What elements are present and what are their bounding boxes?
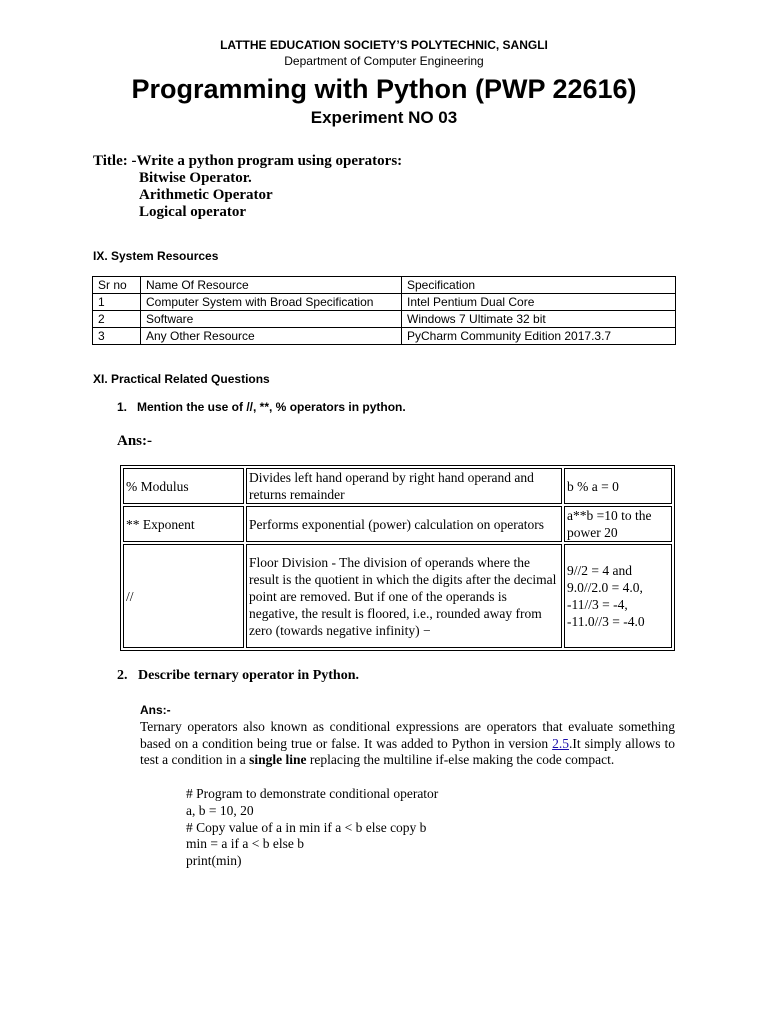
title-block <box>93 153 402 221</box>
description-cell: Floor Division - The division of operands where the result is the quotient in which the digits after the decimal point are removed. But if one of the operands is negative, the result is floored, i.e., rounded away from zero (towards negative infinity) − <box>246 544 562 648</box>
table-cell: 3 <box>93 328 141 345</box>
code-line: print(min) <box>186 853 242 869</box>
example-cell: a**b =10 to the power 20 <box>564 506 672 542</box>
table-row <box>93 328 676 345</box>
code-example <box>186 786 438 870</box>
ternary-description <box>140 719 675 769</box>
operator-cell: // <box>123 544 244 648</box>
column-header: Name Of Resource <box>141 277 402 294</box>
table-cell: Software <box>141 311 402 328</box>
column-header: Sr no <box>93 277 141 294</box>
practical-questions-heading: XI. Practical Related Questions <box>93 372 270 386</box>
column-header: Specification <box>402 277 676 294</box>
code-line: # Program to demonstrate conditional operator <box>186 786 439 801</box>
course-title: Programming with Python (PWP 22616) <box>131 74 637 104</box>
question-1: 1. Mention the use of //, **, % operators in python. <box>117 400 406 414</box>
ternary-text: replacing the multiline if-else making the code compact. <box>306 752 615 767</box>
table-cell: Windows 7 Ultimate 32 bit <box>402 311 676 328</box>
title-item: Bitwise Operator. <box>139 170 252 186</box>
answer-2-label: Ans:- <box>140 703 171 717</box>
code-line: # Copy value of a in min if a < b else copy b <box>186 819 427 835</box>
description-cell: Performs exponential (power) calculation on operators <box>246 506 562 542</box>
ternary-text: .It simply allows to test a condition in a <box>140 735 675 767</box>
table-row <box>93 311 676 328</box>
table-cell: PyCharm Community Edition 2017.3.7 <box>402 328 676 345</box>
ternary-bold-text: single line <box>249 752 307 767</box>
version-link[interactable]: 2.5 <box>552 735 569 751</box>
title-label: Title: -Write a python program using operators: <box>93 153 403 169</box>
code-line: min = a if a < b else b <box>186 836 304 852</box>
resources-table <box>92 276 676 345</box>
answer-1-label: Ans:- <box>117 433 153 449</box>
table-row <box>93 294 676 311</box>
table-cell: Any Other Resource <box>141 328 402 345</box>
table-cell: 2 <box>93 311 141 328</box>
table-cell: Intel Pentium Dual Core <box>402 294 676 311</box>
description-cell: Divides left hand operand by right hand operand and returns remainder <box>246 468 562 504</box>
example-cell: 9//2 = 4 and 9.0//2.0 = 4.0, -11//3 = -4, -11.0//3 = -4.0 <box>564 544 672 648</box>
system-resources-heading: IX. System Resources <box>93 249 219 263</box>
operator-cell: % Modulus <box>123 468 244 504</box>
table-row <box>123 544 672 648</box>
experiment-number: Experiment NO 03 <box>310 108 458 127</box>
title-item: Arithmetic Operator <box>139 187 273 203</box>
table-header-row <box>93 277 676 294</box>
operator-cell: ** Exponent <box>123 506 244 542</box>
code-line: a, b = 10, 20 <box>186 802 254 818</box>
table-cell: Computer System with Broad Specification <box>141 294 402 311</box>
institution-name: LATTHE EDUCATION SOCIETY’S POLYTECHNIC, SANGLI <box>220 38 548 52</box>
question-2: 2. Describe ternary operator in Python. <box>117 668 359 683</box>
example-cell: b % a = 0 <box>564 468 672 504</box>
table-row <box>123 468 672 504</box>
operators-table <box>120 465 675 651</box>
table-row <box>123 506 672 542</box>
table-cell: 1 <box>93 294 141 311</box>
title-item: Logical operator <box>139 204 247 220</box>
department-name: Department of Computer Engineering <box>284 54 484 68</box>
ternary-text: Ternary operators also known as conditional expressions are operators that evaluate something based on a condition being true or false. It was added to Python in version <box>140 719 675 751</box>
